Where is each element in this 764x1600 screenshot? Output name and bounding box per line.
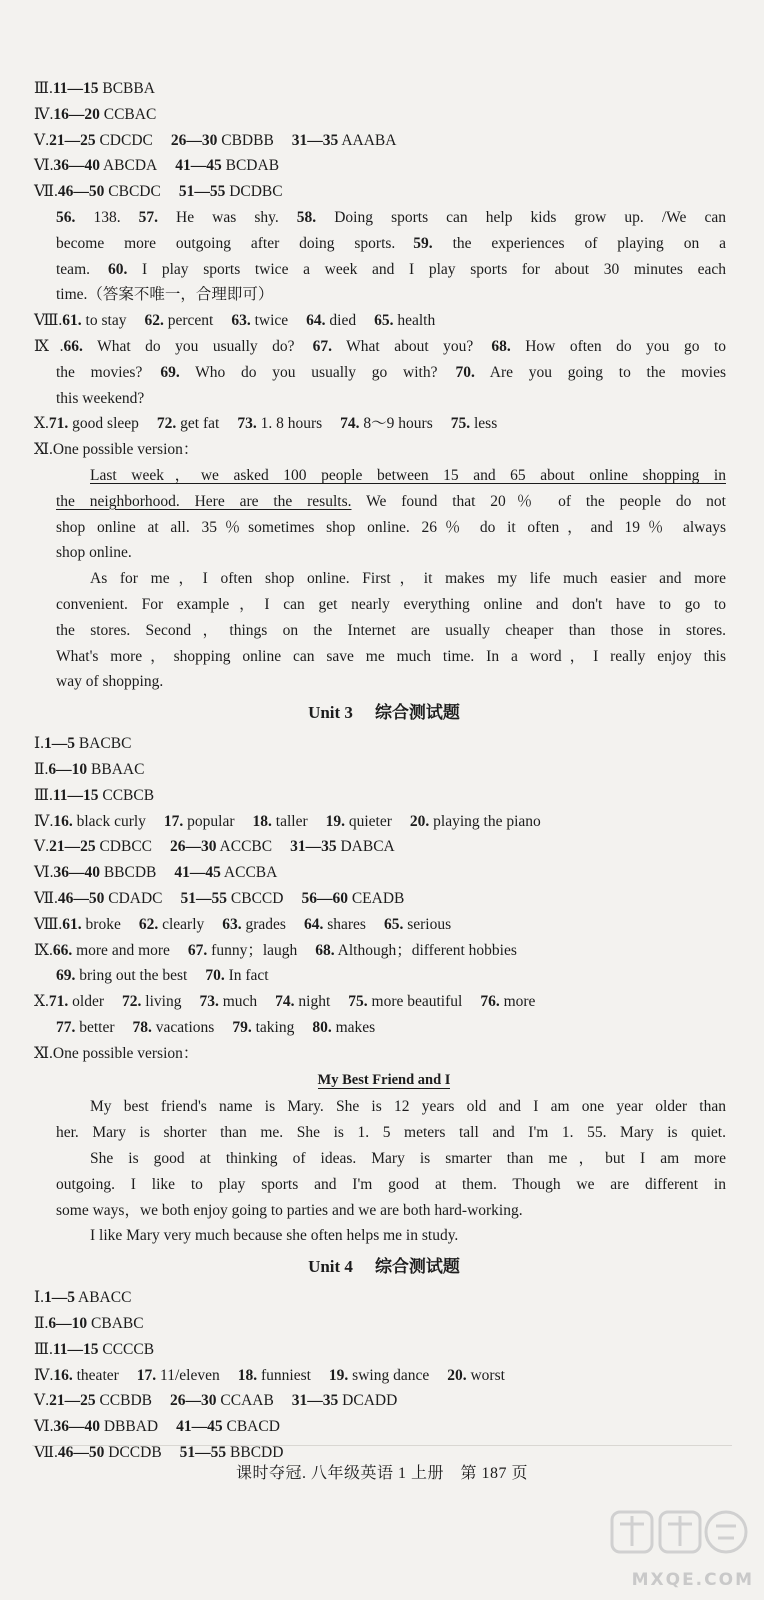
essay-line: outgoing. I like to play sports and I'm good at them. Though we are different in <box>56 1175 726 1193</box>
answer-line-vii: Ⅶ.46—50 CDADC 51—55 CBCCD 56—60 CEADB <box>34 889 405 907</box>
unit-4-heading: Unit 4 综合测试题 <box>308 1257 460 1277</box>
answer-line-x: Ⅹ.71. good sleep 72. get fat 73. 1. 8 hours 74. 8～9 hours 75. less <box>34 415 498 433</box>
answer-line-ix-cont: the movies? 69. Who do you usually go with? 70. Are you going to the movies <box>56 363 727 381</box>
answer-line-ix-cont: 69. bring out the best 70. In fact <box>56 967 269 985</box>
answer-line-ix: Ⅸ.66. more and more 67. funny；laugh 68. Although；different hobbies <box>34 941 517 959</box>
essay-line: Last week，we asked 100 people between 15 and 65 about online shopping in <box>90 466 726 484</box>
reading-answer-line: time.（答案不唯一，合理即可） <box>56 286 274 304</box>
answer-line-iv: Ⅳ.16—20 CCBAC <box>34 105 157 123</box>
answer-line-ix-cont: this weekend? <box>56 389 145 407</box>
answer-line-iv: Ⅳ.16. theater 17. 11/eleven 18. funniest 19. swing dance 20. worst <box>34 1366 505 1384</box>
answer-line-ii: Ⅱ.6—10 BBAAC <box>34 760 145 778</box>
answer-line-viii: Ⅷ.61. to stay 62. percent 63. twice 64. died 65. health <box>34 312 436 330</box>
answer-line-iii: Ⅲ.11—15 BCBBA <box>34 80 155 97</box>
answer-line-ii: Ⅱ.6—10 CBABC <box>34 1315 144 1333</box>
answer-line-x: Ⅹ.71. older 72. living 73. much 74. night 75. more beautiful 76. more <box>34 993 536 1011</box>
unit-3-heading: Unit 3 综合测试题 <box>308 703 460 723</box>
reading-answer-line: 56. 138. 57. He was shy. 58. Doing sports can help kids grow up. /We can <box>56 208 726 226</box>
reading-answer-line: team. 60. I play sports twice a week and I play sports for about 30 minutes each <box>56 260 726 278</box>
answer-line-vi: Ⅵ.36—40 BBCDB 41—45 ACCBA <box>34 864 278 882</box>
answer-line-v: Ⅴ.21—25 CDBCC 26—30 ACCBC 31—35 DABCA <box>34 838 395 856</box>
answer-line-vi: Ⅵ.36—40 ABCDA 41—45 BCDAB <box>34 157 280 175</box>
essay-line: I like Mary very much because she often helps me in study. <box>90 1227 459 1245</box>
answer-line-viii: Ⅷ.61. broke 62. clearly 63. grades 64. shares 65. serious <box>34 915 452 933</box>
essay-line: As for me，I often shop online. First，it makes my life much easier and more <box>90 570 726 588</box>
reading-answer-line: become more outgoing after doing sports. 59. the experiences of playing on a <box>56 234 726 252</box>
essay-title: My Best Friend and I <box>317 1072 451 1089</box>
essay-line: shop online at all. 35％sometimes shop online. 26％ do it often，and 19％ always <box>56 518 726 536</box>
answer-line-i: Ⅰ.1—5 BACBC <box>34 735 132 753</box>
essay-line: convenient. For example，I can get nearly everything online and don't have to go to <box>56 595 726 613</box>
essay-line: some ways，we both enjoy going to parties and we are both hard-working. <box>56 1201 523 1219</box>
essay-line: her. Mary is shorter than me. She is 1. 5 meters tall and I'm 1. 55. Mary is quiet. <box>56 1124 726 1142</box>
answer-line-ix: Ⅸ.66. What do you usually do? 67. What about you? 68. How often do you go to <box>34 337 726 355</box>
answer-line-vii: Ⅶ.46—50 CBCDC 51—55 DCDBC <box>34 183 283 201</box>
essay-line: way of shopping. <box>56 673 164 691</box>
answer-line-v: Ⅴ.21—25 CCBDB 26—30 CCAAB 31—35 DCADD <box>34 1392 398 1410</box>
essay-line: the stores. Second，things on the Internet are usually cheaper than those in stores. <box>56 621 726 639</box>
answer-line-vii: Ⅶ.46—50 DCCDB 51—55 BBCDD <box>34 1444 284 1462</box>
essay-line: She is good at thinking of ideas. Mary is smarter than me，but I am more <box>90 1150 726 1168</box>
answer-content <box>34 76 734 1466</box>
essay-line: My best friend's name is Mary. She is 12 years old and I am one year older than <box>90 1098 726 1116</box>
answer-line-iv: Ⅳ.16. black curly 17. popular 18. taller 19. quieter 20. playing the piano <box>34 812 541 830</box>
answer-line-iii: Ⅲ.11—15 CCBCB <box>34 786 155 804</box>
essay-line: What's more，shopping online can save me much time. In a word，I really enjoy this <box>56 647 726 665</box>
essay-line: the neighborhood. Here are the results. We found that 20％ of the people do not <box>56 492 726 510</box>
answer-line-iii: Ⅲ.11—15 CCCCB <box>34 1340 155 1358</box>
answer-line-xi: Ⅺ.One possible version： <box>34 441 199 459</box>
page-footer: 课时夺冠. 八年级英语 1 上册 第 187 页 <box>235 1465 528 1482</box>
answer-line-x-cont: 77. better 78. vacations 79. taking 80. makes <box>56 1018 376 1036</box>
answer-line-i: Ⅰ.1—5 ABACC <box>34 1289 132 1307</box>
page-divider <box>32 1445 732 1446</box>
essay-line: shop online. <box>56 544 132 562</box>
watermark-text: MXQE.COM <box>631 1570 754 1590</box>
answer-line-vi: Ⅵ.36—40 DBBAD 41—45 CBACD <box>34 1418 280 1436</box>
answer-line-xi: Ⅺ.One possible version： <box>34 1044 199 1062</box>
answer-line-v: Ⅴ.21—25 CDCDC 26—30 CBDBB 31—35 AAABA <box>34 131 397 149</box>
